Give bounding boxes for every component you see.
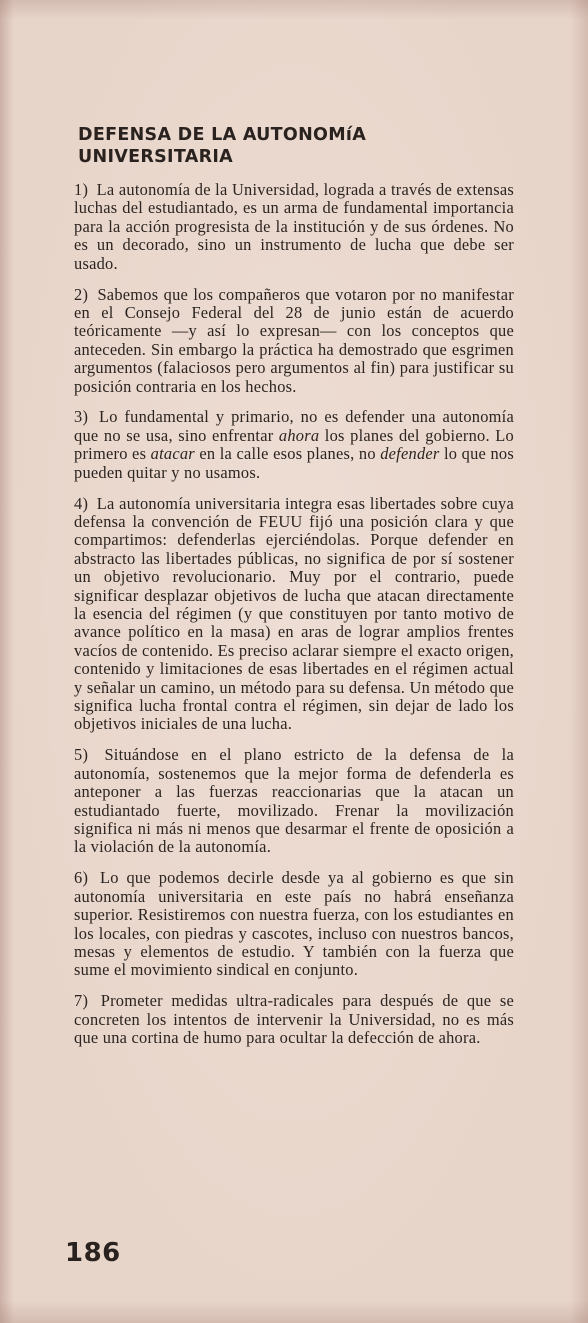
item-number: 7) [74, 991, 89, 1011]
item-text: Sabemos que los compañeros que votaron por no manifestar en el Consejo Federal del 28 de junio están de acuerdo teóricamente —y así lo expresan— con los conceptos que anteceden. Sin embargo la práctica ha demostrado que esgrimen argumentos (falaciosos pero argumentos al fin) para justificar su posición contraria en los hechos. [74, 284, 514, 396]
item-text: Prometer medidas ultra-radicales para después de que se concreten los intentos de intervenir la Universidad, no es más que una cortina de humo para ocultar la defección de ahora. [74, 991, 514, 1048]
item-number: 6) [74, 868, 89, 888]
item-text: Lo fundamental y primario, no es defender una autonomía que no se usa, sino enfrentar [74, 407, 514, 445]
item-text: La autonomía de la Universidad, lograda a través de extensas luchas del estudiantado, es un arma de fundamental importancia para la acción progresista de la institución y de sus órdenes. No es un decorado, sino un instrumento de lucha que debe ser usado. [74, 180, 514, 273]
paragraph-7 [74, 992, 514, 1047]
paragraph-3 [74, 408, 514, 482]
page-title: DEFENSA DE LA AUTONOMíA UNIVERSITARIA [78, 125, 367, 167]
item-number: 5) [74, 745, 89, 765]
emphasis-atacar: atacar [150, 444, 195, 464]
document-body [74, 124, 514, 1060]
item-text: lo que nos pueden quitar y no usamos. [74, 444, 514, 482]
item-number: 4) [74, 493, 89, 513]
paragraph-6 [74, 869, 514, 979]
item-text: en la calle esos planes, no [194, 444, 381, 464]
paragraph-1 [74, 181, 514, 273]
paragraph-4 [74, 495, 514, 734]
paragraph-5 [74, 746, 514, 856]
item-text: los planes del gobierno. Lo primero es [74, 425, 514, 464]
emphasis-defender: defender [380, 444, 440, 464]
item-text: La autonomía universitaria integra esas libertades sobre cuya defensa la convención de FEUU fijó una posición clara y que compartimos: defenderlas ejerciéndolas. Porque defender en abstracto las libertades públicas, no significa de por sí sostener un objetivo revolucionario. Muy por el contrario, puede significar desplazar objetivos de lucha que atacan directamente la esencia del régimen (y que constituyen por tanto motivo de avance político en la masa) en aras de lograr amplios frentes vacíos de contenido. Es preciso aclarar siempre el exacto origen, contenido y limitaciones de esas libertades en el régimen actual y señalar un camino, un método para su defensa. Un método que significa lucha frontal contra el régimen, sin dejar de lado los objetivos iniciales de una lucha. [74, 493, 514, 734]
item-number: 3) [74, 407, 89, 427]
item-number: 2) [74, 284, 89, 304]
emphasis-ahora: ahora [278, 425, 320, 445]
item-number: 1) [74, 180, 89, 199]
paragraph-2 [74, 286, 514, 396]
item-text: Lo que podemos decirle desde ya al gobierno es que sin autonomía universitaria en este país no habrá enseñanza superior. Resistiremos con nuestra fuerza, con los estudiantes en los locales, con piedras y cascotes, incluso con nuestros bancos, mesas y elementos de estudio. Y también con la fuerza que sume el movimiento sindical en conjunto. [74, 868, 514, 980]
page-number: 186 [65, 1238, 121, 1268]
item-text: Situándose en el plano estricto de la defensa de la autonomía, sostenemos que la mejor forma de defenderla es anteponer a las fuerzas reaccionarias que la atacan un estudiantado fuerte, movilizado. Frenar la movilización significa ni más ni menos que desarmar el frente de oposición a la violación de la autonomía. [74, 745, 514, 857]
